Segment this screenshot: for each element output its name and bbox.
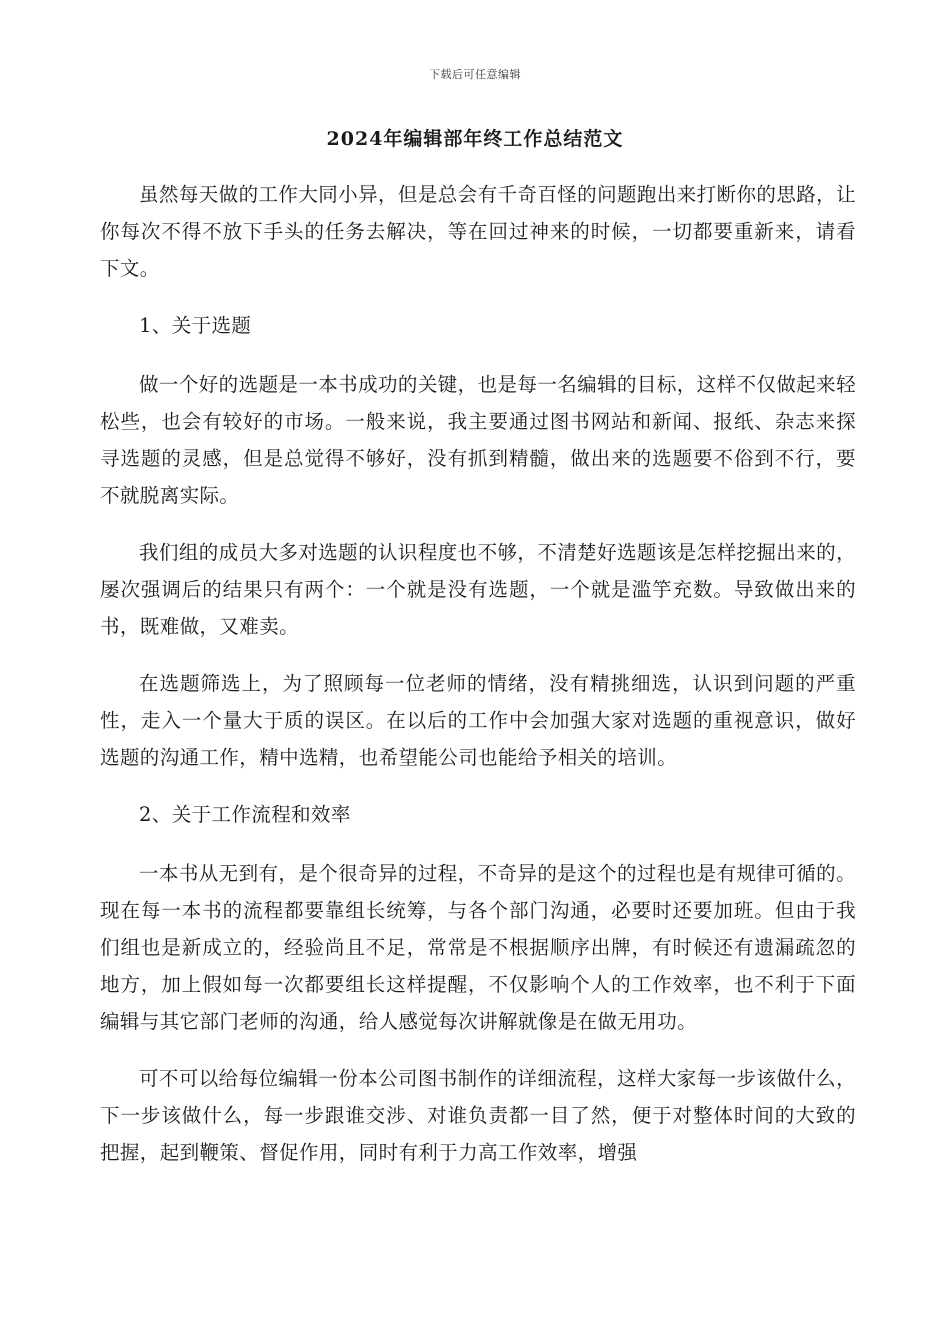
header-note: 下载后可任意编辑 — [429, 68, 521, 81]
section-heading-topic-selection: 1、关于选题 — [139, 314, 252, 337]
paragraph-topic-goal: 做一个好的选题是一本书成功的关键，也是每一名编辑的目标，这样不仅做起来轻松些，也会有较好的市场。一般来说，我主要通过图书网站和新闻、报纸、杂志来探寻选题的灵感，但是总觉得不够好，没有抓到精髓，做出来的选题要不俗到不行，要不就脱离实际。 — [100, 373, 856, 507]
paragraph-team-understanding: 我们组的成员大多对选题的认识程度也不够，不清楚好选题该是怎样挖掘出来的，屡次强调后的结果只有两个：一个就是没有选题，一个就是滥竽充数。导致做出来的书，既难做，又难卖。 — [100, 541, 856, 638]
section-heading-workflow: 2、关于工作流程和效率 — [139, 803, 351, 826]
document-title: 2024年编辑部年终工作总结范文 — [326, 128, 624, 150]
document-body — [100, 176, 856, 1191]
paragraph-workflow-process: 一本书从无到有，是个很奇异的过程，不奇异的是这个的过程也是有规律可循的。现在每一本书的流程都要靠组长统筹，与各个部门沟通，必要时还要加班。但由于我们组也是新成立的，经验尚且不足，常常是不根据顺序出牌，有时候还有遗漏疏忽的地方，加上假如每一次都要组长这样提醒，不仅影响个人的工作效率，也不利于下面编辑与其它部门老师的沟通，给人感觉每次讲解就像是在做无用功。 — [100, 862, 856, 1033]
paragraph-topic-screening: 在选题筛选上，为了照顾每一位老师的情绪，没有精挑细选，认识到问题的严重性，走入一个量大于质的误区。在以后的工作中会加强大家对选题的重视意识，做好选题的沟通工作，精中选精，也希望能公司也能给予相关的培训。 — [100, 672, 856, 769]
paragraph-intro: 虽然每天做的工作大同小异，但是总会有千奇百怪的问题跑出来打断你的思路，让你每次不得不放下手头的任务去解决，等在回过神来的时候，一切都要重新来，请看下文。 — [100, 183, 856, 280]
paragraph-workflow-suggestion: 可不可以给每位编辑一份本公司图书制作的详细流程，这样大家每一步该做什么，下一步该做什么，每一步跟谁交涉、对谁负责都一目了然，便于对整体时间的大致的把握，起到鞭策、督促作用，同时有利于力高工作效率，增强 — [100, 1067, 856, 1164]
